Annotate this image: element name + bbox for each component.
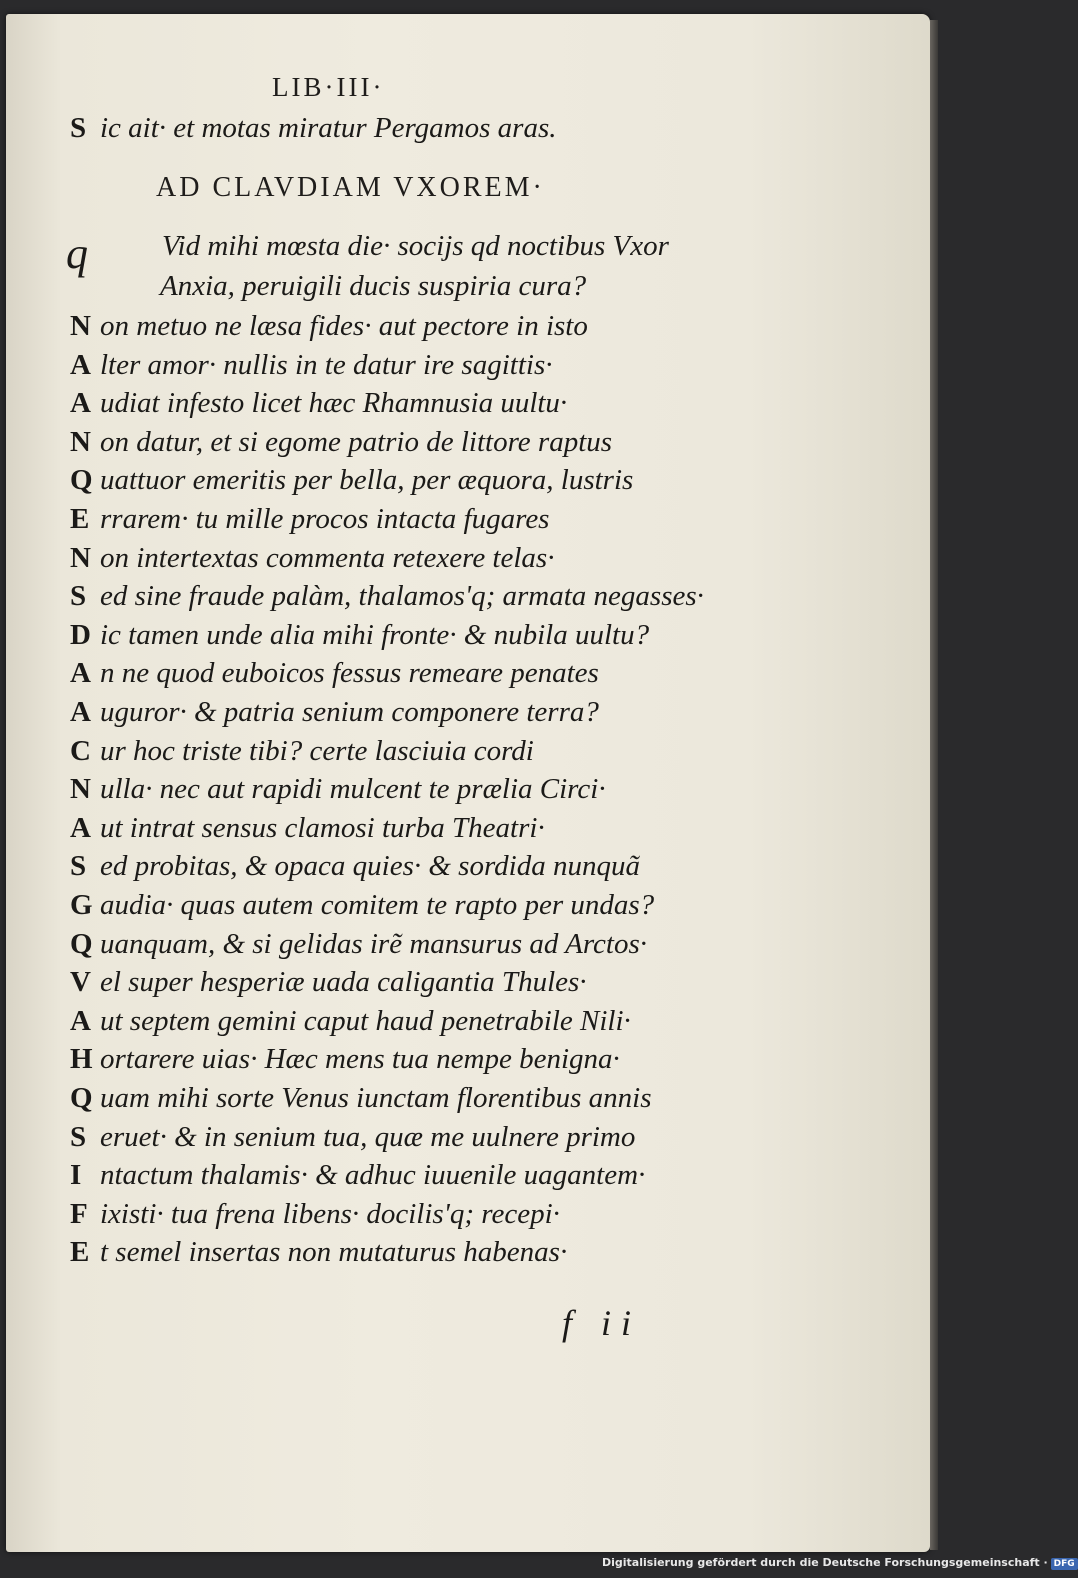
verse-line bbox=[70, 966, 587, 999]
verse-line bbox=[70, 1121, 635, 1154]
line-initial: E bbox=[70, 503, 90, 535]
line-initial: S bbox=[70, 1120, 87, 1153]
first-line bbox=[70, 112, 556, 145]
line-text: ur hoc triste tibi? certe lasciuia cordi bbox=[100, 734, 534, 767]
line-text: ntactum thalamis· & adhuc iuuenile uagantem· bbox=[100, 1159, 646, 1192]
line-text: eruet· & in senium tua, quæ me uulnere primo bbox=[100, 1120, 636, 1153]
verse-line bbox=[70, 464, 633, 497]
line-initial: Q bbox=[70, 464, 93, 497]
verse-line bbox=[70, 812, 545, 845]
verse-line bbox=[70, 773, 606, 806]
line-initial: N bbox=[70, 541, 91, 574]
poem-title: AD CLAVDIAM VXOREM· bbox=[156, 172, 545, 203]
verse-line bbox=[70, 850, 640, 883]
line-initial: A bbox=[70, 1004, 91, 1037]
line-initial: V bbox=[70, 966, 91, 999]
verse-line bbox=[70, 349, 552, 382]
verse-line bbox=[70, 1236, 567, 1269]
drop-cap: q bbox=[66, 229, 88, 278]
line-text: rrarem· tu mille procos intacta fugares bbox=[100, 503, 550, 535]
line-initial: C bbox=[70, 734, 91, 767]
line-text: ed sine fraude palàm, thalamos'q; armata negasses· bbox=[100, 580, 704, 613]
verse-line bbox=[70, 503, 549, 536]
verse-line bbox=[70, 696, 599, 729]
verse-line bbox=[70, 1005, 631, 1038]
line-initial: E bbox=[70, 1236, 90, 1269]
verse-line bbox=[70, 735, 534, 768]
dfg-logo: DFG bbox=[1051, 1558, 1078, 1570]
verse-line bbox=[70, 1159, 645, 1192]
line-text: el super hesperiæ uada caligantia Thules· bbox=[100, 966, 587, 999]
verse-line bbox=[70, 657, 599, 690]
footer-text: Digitalisierung gefördert durch die Deutsche Forschungsgemeinschaft · bbox=[602, 1556, 1048, 1569]
verse-line bbox=[70, 1082, 652, 1115]
line-text: on metuo ne læsa fides· aut pectore in isto bbox=[100, 310, 588, 342]
verse-line bbox=[70, 387, 567, 420]
line-initial: A bbox=[70, 696, 91, 728]
line-text: uattuor emeritis per bella, per æquora, lustris bbox=[100, 464, 634, 497]
verse-line bbox=[70, 1198, 560, 1231]
running-header: LIB·III· bbox=[272, 72, 385, 102]
line-text: n ne quod euboicos fessus remeare penates bbox=[100, 657, 599, 690]
verse-line bbox=[70, 426, 612, 459]
verse-line bbox=[70, 1043, 620, 1076]
opening-line-2: Anxia, peruigili ducis suspiria cura? bbox=[160, 270, 587, 302]
line-text: uanquam, & si gelidas irẽ mansurus ad Arctos· bbox=[100, 927, 647, 960]
line-text: uguror· & patria senium componere terra? bbox=[100, 696, 599, 728]
footer-credit bbox=[602, 1556, 1078, 1570]
page-edge bbox=[930, 20, 938, 1550]
line-text: ulla· nec aut rapidi mulcent te prælia Circi· bbox=[100, 773, 606, 806]
line-text: audia· quas autem comitem te rapto per undas? bbox=[100, 889, 655, 921]
line-initial: D bbox=[70, 618, 91, 651]
line-text: ortarere uias· Hæc mens tua nempe benigna· bbox=[100, 1043, 620, 1076]
line-text: t semel insertas non mutaturus habenas· bbox=[100, 1236, 568, 1269]
line-text: ic ait· et motas miratur Pergamos aras. bbox=[100, 112, 557, 144]
line-text: ut septem gemini caput haud penetrabile Nili· bbox=[100, 1004, 631, 1037]
line-initial: S bbox=[70, 580, 87, 613]
line-initial: Q bbox=[70, 927, 93, 960]
line-initial: G bbox=[70, 889, 93, 921]
line-initial: A bbox=[70, 657, 91, 690]
line-text: uam mihi sorte Venus iunctam florentibus annis bbox=[100, 1082, 652, 1114]
opening-line-1: Vid mihi mœsta die· socijs qd noctibus Vxor bbox=[162, 230, 669, 262]
line-initial: A bbox=[70, 387, 91, 420]
line-initial: Q bbox=[70, 1082, 93, 1114]
verse-line bbox=[70, 889, 654, 922]
verse-line bbox=[70, 310, 588, 343]
signature-mark: f ii bbox=[562, 1303, 642, 1343]
line-initial: S bbox=[70, 112, 87, 144]
line-text: on datur, et si egome patrio de littore raptus bbox=[100, 425, 613, 458]
line-initial: H bbox=[70, 1043, 93, 1076]
line-initial: N bbox=[70, 310, 91, 342]
line-text: udiat infesto licet hæc Rhamnusia uultu· bbox=[100, 387, 568, 420]
line-initial: S bbox=[70, 850, 87, 883]
line-text: ut intrat sensus clamosi turba Theatri· bbox=[100, 811, 545, 844]
verse-line bbox=[70, 542, 554, 575]
line-text: lter amor· nullis in te datur ire sagittis· bbox=[100, 348, 553, 381]
line-initial: N bbox=[70, 773, 91, 806]
line-initial: I bbox=[70, 1159, 82, 1192]
verse-line bbox=[70, 619, 649, 652]
verse-line bbox=[70, 928, 647, 961]
line-initial: A bbox=[70, 811, 91, 844]
line-initial: A bbox=[70, 348, 91, 381]
line-text: ixisti· tua frena libens· docilis'q; recepi· bbox=[100, 1197, 560, 1230]
line-initial: F bbox=[70, 1197, 88, 1230]
line-initial: N bbox=[70, 425, 91, 458]
line-text: ed probitas, & opaca quies· & sordida nunquã bbox=[100, 850, 640, 883]
verse-line bbox=[70, 580, 704, 613]
line-text: ic tamen unde alia mihi fronte· & nubila uultu? bbox=[100, 618, 650, 651]
line-text: on intertextas commenta retexere telas· bbox=[100, 541, 555, 574]
